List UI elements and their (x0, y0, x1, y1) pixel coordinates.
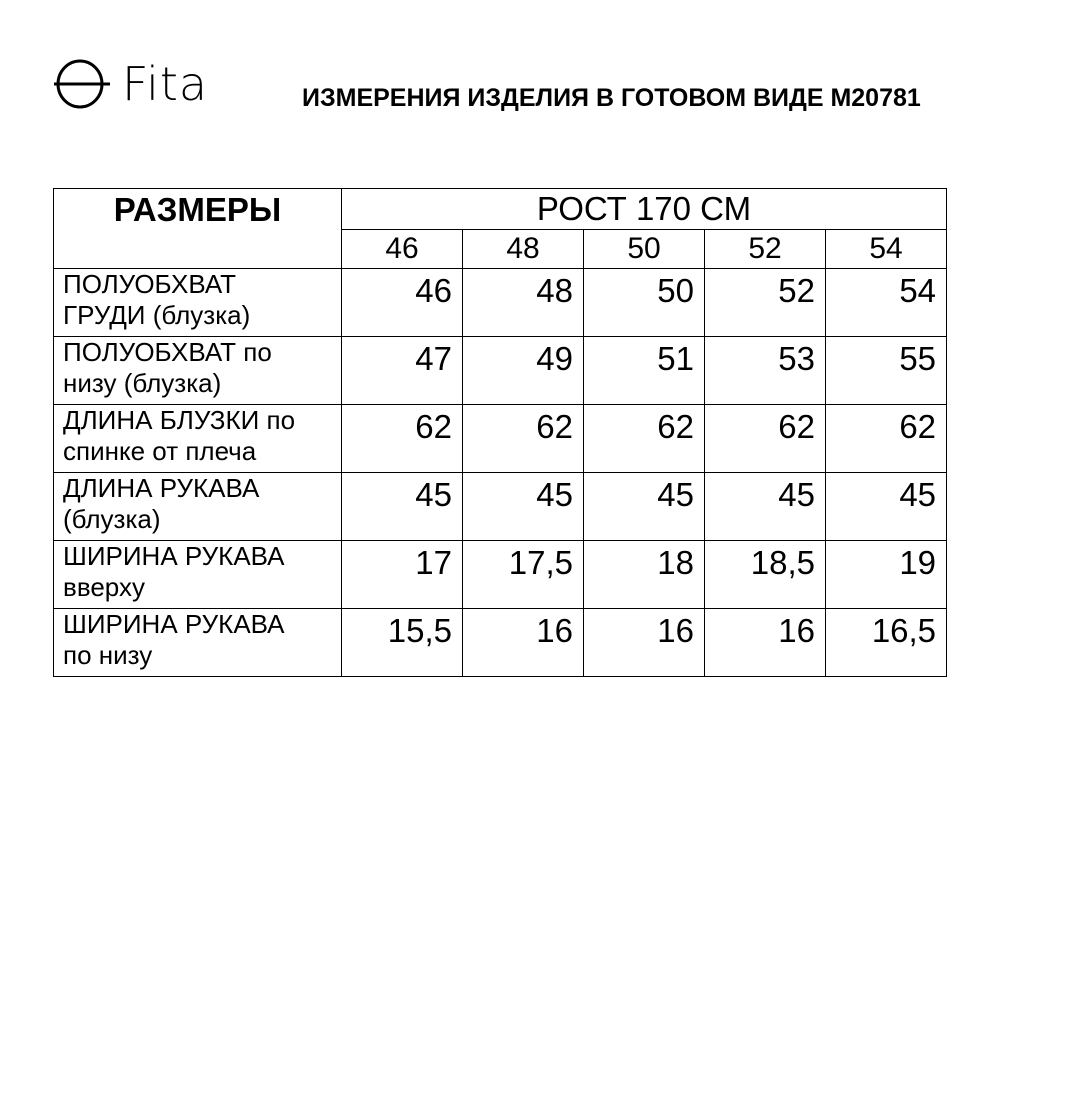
measurement-value: 16 (463, 609, 584, 677)
measurement-value: 45 (826, 473, 947, 541)
measurement-value: 52 (705, 269, 826, 337)
table-row (54, 541, 947, 609)
measurement-label (54, 473, 342, 541)
measurement-label (54, 337, 342, 405)
measurement-label (54, 541, 342, 609)
measurement-value: 51 (584, 337, 705, 405)
measurement-label (54, 405, 342, 473)
measurement-value: 16,5 (826, 609, 947, 677)
measurement-value: 62 (705, 405, 826, 473)
measurements-table (53, 188, 947, 677)
measurement-value: 16 (584, 609, 705, 677)
measurement-value: 62 (463, 405, 584, 473)
measurement-value: 46 (342, 269, 463, 337)
measurement-label (54, 609, 342, 677)
table-row (54, 269, 947, 337)
measurement-value: 55 (826, 337, 947, 405)
measurement-label-line: ДЛИНА РУКАВА (63, 473, 260, 503)
measurement-value: 19 (826, 541, 947, 609)
measurement-label-line: ГРУДИ (блузка) (63, 300, 251, 330)
measurement-label-line: ШИРИНА РУКАВА (63, 541, 285, 571)
measurement-value: 16 (705, 609, 826, 677)
size-header-cell: 48 (463, 230, 584, 269)
logo-text: Fita (122, 57, 209, 111)
measurement-label-line: ШИРИНА РУКАВА (63, 609, 285, 639)
measurement-value: 45 (705, 473, 826, 541)
measurement-value: 17 (342, 541, 463, 609)
measurement-value: 18 (584, 541, 705, 609)
header-row (54, 189, 947, 230)
size-header-cell: 50 (584, 230, 705, 269)
measurement-label-line: ПОЛУОБХВАТ по (63, 337, 272, 367)
height-header: РОСТ 170 СМ (342, 189, 947, 230)
measurement-label-line: ПОЛУОБХВАТ (63, 269, 237, 299)
measurement-label-line: (блузка) (63, 504, 161, 534)
table-row (54, 337, 947, 405)
measurement-value: 45 (584, 473, 705, 541)
measurement-value: 15,5 (342, 609, 463, 677)
measurement-value: 62 (342, 405, 463, 473)
measurement-label (54, 269, 342, 337)
measurement-value: 45 (342, 473, 463, 541)
measurement-value: 50 (584, 269, 705, 337)
measurement-value: 54 (826, 269, 947, 337)
size-header-cell: 46 (342, 230, 463, 269)
size-header-cell: 52 (705, 230, 826, 269)
measurement-value: 45 (463, 473, 584, 541)
sizes-header: РАЗМЕРЫ (54, 189, 342, 269)
measurement-label-line: по низу (63, 640, 153, 670)
measurement-value: 17,5 (463, 541, 584, 609)
measurement-value: 53 (705, 337, 826, 405)
measurement-value: 48 (463, 269, 584, 337)
fita-logo-icon (52, 56, 112, 112)
size-header-cell: 54 (826, 230, 947, 269)
measurement-label-line: вверху (63, 572, 145, 602)
document-title: ИЗМЕРЕНИЯ ИЗДЕЛИЯ В ГОТОВОМ ВИДЕ М20781 (302, 84, 921, 112)
measurement-label-line: спинке от плеча (63, 436, 257, 466)
measurement-value: 49 (463, 337, 584, 405)
measurement-label-line: низу (блузка) (63, 368, 222, 398)
measurement-value: 62 (584, 405, 705, 473)
measurement-value: 62 (826, 405, 947, 473)
measurement-value: 18,5 (705, 541, 826, 609)
measurement-value: 47 (342, 337, 463, 405)
table-row (54, 609, 947, 677)
table-row (54, 473, 947, 541)
brand-logo (52, 56, 208, 112)
measurement-label-line: ДЛИНА БЛУЗКИ по (63, 405, 296, 435)
table-row (54, 405, 947, 473)
